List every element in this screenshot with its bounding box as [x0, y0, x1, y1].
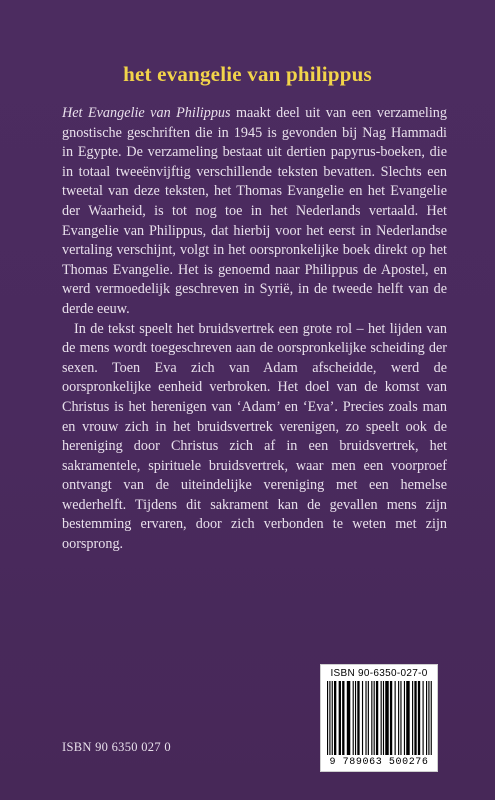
barcode-digits: 9 789063 500276: [329, 757, 429, 768]
barcode-bar: [347, 681, 350, 755]
barcode-bar: [371, 681, 372, 755]
barcode-bar: [332, 681, 333, 755]
barcode-bar: [390, 681, 392, 755]
barcode-bar: [428, 681, 429, 755]
isbn-number: ISBN 90 6350 027 0: [62, 740, 171, 754]
barcode-label: [320, 664, 438, 772]
barcode-bar: [383, 681, 384, 755]
barcode-bar: [404, 681, 405, 755]
barcode-icon: [327, 681, 433, 755]
barcode-isbn-text: ISBN 90-6350-027-0: [330, 668, 428, 679]
barcode-bar: [355, 681, 356, 755]
barcode-bar: [412, 681, 413, 755]
barcode-bar: [381, 681, 382, 755]
barcode-bar: [362, 681, 363, 755]
barcode-bar: [385, 681, 388, 755]
barcode-bar: [374, 681, 375, 755]
barcode-bar: [376, 681, 378, 755]
barcode-bar: [400, 681, 401, 755]
barcode-bar: [329, 681, 330, 755]
barcode-bar: [339, 681, 341, 755]
barcode-bar: [327, 681, 328, 755]
barcode-bar: [431, 681, 432, 755]
barcode-bar: [368, 681, 369, 755]
blurb-text: [62, 104, 447, 555]
barcode-bar: [334, 681, 336, 755]
barcode-bar: [426, 681, 427, 755]
barcode-bar: [353, 681, 354, 755]
barcode-bar: [414, 681, 416, 755]
barcode-bar: [395, 681, 396, 755]
cover-title: het evangelie van philippus: [123, 62, 372, 86]
barcode-bar: [398, 681, 399, 755]
blurb-paragraph-1: [62, 104, 447, 320]
barcode-bar: [357, 681, 359, 755]
blurb-paragraph-2: In de tekst speelt het bruidsvertrek een grote rol – het lijden van de mens wordt toegeschreven aan de oorspronkelijke scheiding der sexen. Toen Eva zich van Adam afscheidde, werd de oorspronkelijke eenheid verbroken. Het doel van de komst van Christus is het herenigen van ‘Adam’ en ‘Eva’. Precies zoals man en vrouw zich in het bruidsvertrek verenigen, zo speelt ook de hereniging door Christus zich af in een bruidsvertrek, het sakramentele, spirituele bruidsvertrek, waar men een voorproef ontvangt van de uiteindelijke vereniging met een hemelse wederhelft. Tijdens dit sakrament kan de gevallen mens zijn bestemming ervaren, door zich verbonden te weten met zijn oorsprong.: [62, 320, 447, 553]
barcode-bar: [418, 681, 420, 755]
blurb-paragraph-1-text: maakt deel uit van een verzameling gnostische geschriften die in 1945 is gevonden bij Nag Hammadi in Egypte. De verzameling bestaat uit dertien papyrus-boeken, die in totaal tweeënvijftig verschillende teksten bevatten. Slechts een tweetal van deze teksten, het Thomas Evangelie en het Evangelie der Waarheid, is tot nog toe in het Nederlands vertaald. Het Evangelie van Philippus, dat hierbij voor het eerst in Nederlandse vertaling verschijnt, volgt in het oorspronkelijke boek direkt op het Thomas Evangelie. Het is genoemd naar Philippus de Apostel, en werd vermoedelijk geschreven in Syrië, in de tweede helft van de derde eeuw.: [62, 105, 447, 317]
barcode-bar: [365, 681, 366, 755]
book-title-italic: Het Evangelie van Philippus: [62, 105, 231, 121]
barcode-bar: [406, 681, 409, 755]
barcode-bar: [423, 681, 424, 755]
barcode-bar: [342, 681, 344, 755]
